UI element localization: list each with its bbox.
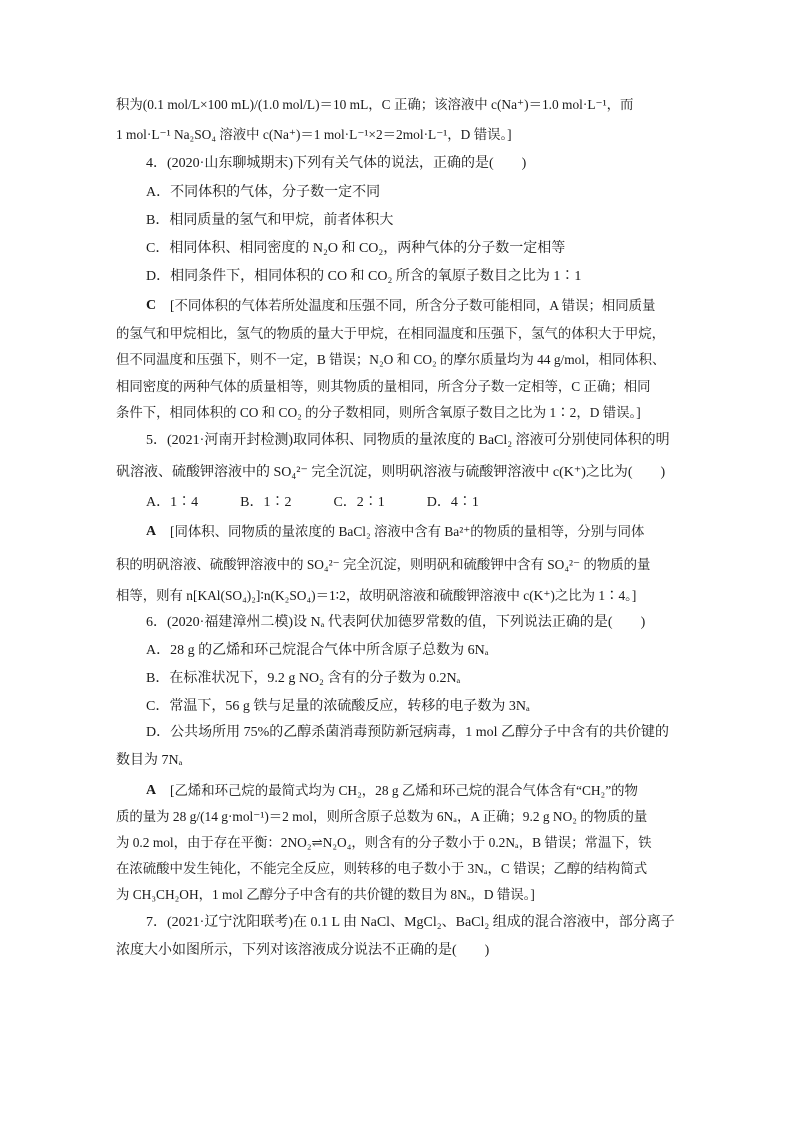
answer-letter: A	[146, 524, 157, 539]
text-line	[146, 642, 489, 660]
line-text: 为 0.2 mol，由于存在平衡：2NO₂⇌N₂O₄，则含有的分子数小于 0.2Nₐ，B 错误；常温下，铁	[116, 835, 652, 850]
line-text: 6．(2020·福建漳州二模)设 Nₐ 代表阿伏加德罗常数的值，下列说法正确的是( )	[146, 615, 646, 630]
line-text: A．28 g 的乙烯和环己烷混合气体中所含原子总数为 6Nₐ	[146, 643, 489, 658]
line-text: [不同体积的气体若所处温度和压强不同，所含分子数可能相同，A 错误；相同质量	[170, 298, 656, 313]
line-text: 1 mol·L⁻¹ Na₂SO₄ 溶液中 c(Na⁺)＝1 mol·L⁻¹×2＝2mol·L⁻¹，D 错误。]	[116, 127, 512, 142]
text-line	[146, 212, 393, 230]
text-line	[146, 297, 656, 315]
line-text: 相等，则有 n[KAl(SO₄)₂]∶n(K₂SO₄)＝1∶2，故明矾溶液和硫酸钾溶液中 c(K⁺)之比为 1∶4。]	[116, 588, 637, 603]
text-line	[116, 556, 650, 574]
text-line	[146, 914, 675, 932]
line-text: C．相同体积、相同密度的 N₂O 和 CO₂，两种气体的分子数一定相等	[146, 241, 566, 256]
text-line	[146, 240, 565, 258]
text-line	[116, 325, 665, 343]
text-line	[146, 268, 581, 286]
line-text: 为 CH₃CH₂OH，1 mol 乙醇分子中含有的共价键的数目为 8Nₐ，D 错误。]	[116, 887, 535, 902]
text-line	[116, 942, 489, 960]
text-line	[146, 698, 530, 716]
line-text: A．不同体积的气体，分子数一定不同	[146, 185, 381, 200]
text-line	[116, 752, 182, 770]
line-text: 但不同温度和压强下，则不一定，B 错误；N₂O 和 CO₂ 的摩尔质量均为 44 g/mol，相同体积、	[116, 352, 666, 367]
line-text: 5．(2021·河南开封检测)取同体积、同物质的量浓度的 BaCl₂ 溶液可分别使同体积的明	[146, 433, 670, 448]
line-text: 条件下，相同体积的 CO 和 CO₂ 的分子数相同，则所含氧原子数目之比为 1∶2，D 错误。]	[116, 405, 641, 420]
line-text: 相同密度的两种气体的质量相等，则其物质的量相同，所含分子数一定相等，C 正确；相同	[116, 379, 651, 394]
text-line	[116, 886, 535, 904]
text-line	[146, 670, 460, 688]
line-text: D．公共场所用 75%的乙醇杀菌消毒预防新冠病毒，1 mol 乙醇分子中含有的共价键的	[146, 725, 670, 740]
text-line	[146, 724, 669, 742]
line-text: C．常温下，56 g 铁与足量的浓硫酸反应，转移的电子数为 3Nₐ	[146, 699, 530, 714]
line-text: 7．(2021·辽宁沈阳联考)在 0.1 L 由 NaCl、MgCl₂、BaCl₂ 组成的混合溶液中，部分离子	[146, 915, 675, 930]
line-text: D．相同条件下，相同体积的 CO 和 CO₂ 所含的氧原子数目之比为 1∶1	[146, 269, 582, 284]
line-text: 质的量为 28 g/(14 g·mol⁻¹)＝2 mol，则所含原子总数为 6Nₐ，A 正确；9.2 g NO₂ 的物质的量	[116, 809, 648, 824]
line-text: [同体积、同物质的量浓度的 BaCl₂ 溶液中含有 Ba²⁺的物质的量相等，分别与同体	[170, 524, 645, 539]
text-line	[116, 378, 651, 396]
text-line	[116, 860, 647, 878]
text-line	[116, 404, 641, 422]
answer-letter: A	[146, 783, 157, 798]
text-line	[116, 808, 647, 826]
line-text: 数目为 7Nₐ	[116, 753, 183, 768]
line-text: 矾溶液、硫酸钾溶液中的 SO₄²⁻ 完全沉淀，则明矾溶液与硫酸钾溶液中 c(K⁺)之比为( )	[116, 465, 666, 480]
line-text: 浓度大小如图所示，下列对该溶液成分说法不正确的是( )	[116, 943, 490, 958]
line-text: 积为(0.1 mol/L×100 mL)/(1.0 mol/L)＝10 mL，C 正确；该溶液中 c(Na⁺)＝1.0 mol·L⁻¹，而	[116, 97, 634, 112]
line-text: 4．(2020·山东聊城期末)下列有关气体的说法，正确的是( )	[146, 156, 527, 171]
line-text: [乙烯和环己烷的最简式均为 CH₂，28 g 乙烯和环己烷的混合气体含有“CH₂”的物	[170, 783, 638, 798]
text-line	[116, 464, 665, 482]
line-text: 积的明矾溶液、硫酸钾溶液中的 SO₄²⁻ 完全沉淀，则明矾和硫酸钾中含有 SO₄²⁻ 的物质的量	[116, 557, 651, 572]
text-line	[116, 834, 652, 852]
text-line	[146, 782, 638, 800]
text-line	[146, 155, 526, 173]
text-line	[146, 523, 645, 541]
text-line	[146, 494, 479, 512]
text-line	[116, 351, 665, 369]
text-line	[146, 432, 670, 450]
text-line	[146, 614, 645, 632]
text-line	[146, 184, 380, 202]
text-line	[116, 96, 633, 114]
text-line	[116, 587, 636, 605]
line-text: 在浓硫酸中发生钝化，不能完全反应，则转移的电子数小于 3Nₐ，C 错误；乙醇的结构简式	[116, 861, 648, 876]
line-text: B．相同质量的氢气和甲烷，前者体积大	[146, 213, 394, 228]
line-text: 的氢气和甲烷相比，氢气的物质的量大于甲烷，在相同温度和压强下，氢气的体积大于甲烷，	[116, 326, 666, 341]
text-line	[116, 126, 512, 144]
line-text: A．1∶4 B．1∶2 C．2∶1 D．4∶1	[146, 495, 479, 510]
answer-letter: C	[146, 298, 157, 313]
line-text: B．在标准状况下，9.2 g NO₂ 含有的分子数为 0.2Nₐ	[146, 671, 461, 686]
